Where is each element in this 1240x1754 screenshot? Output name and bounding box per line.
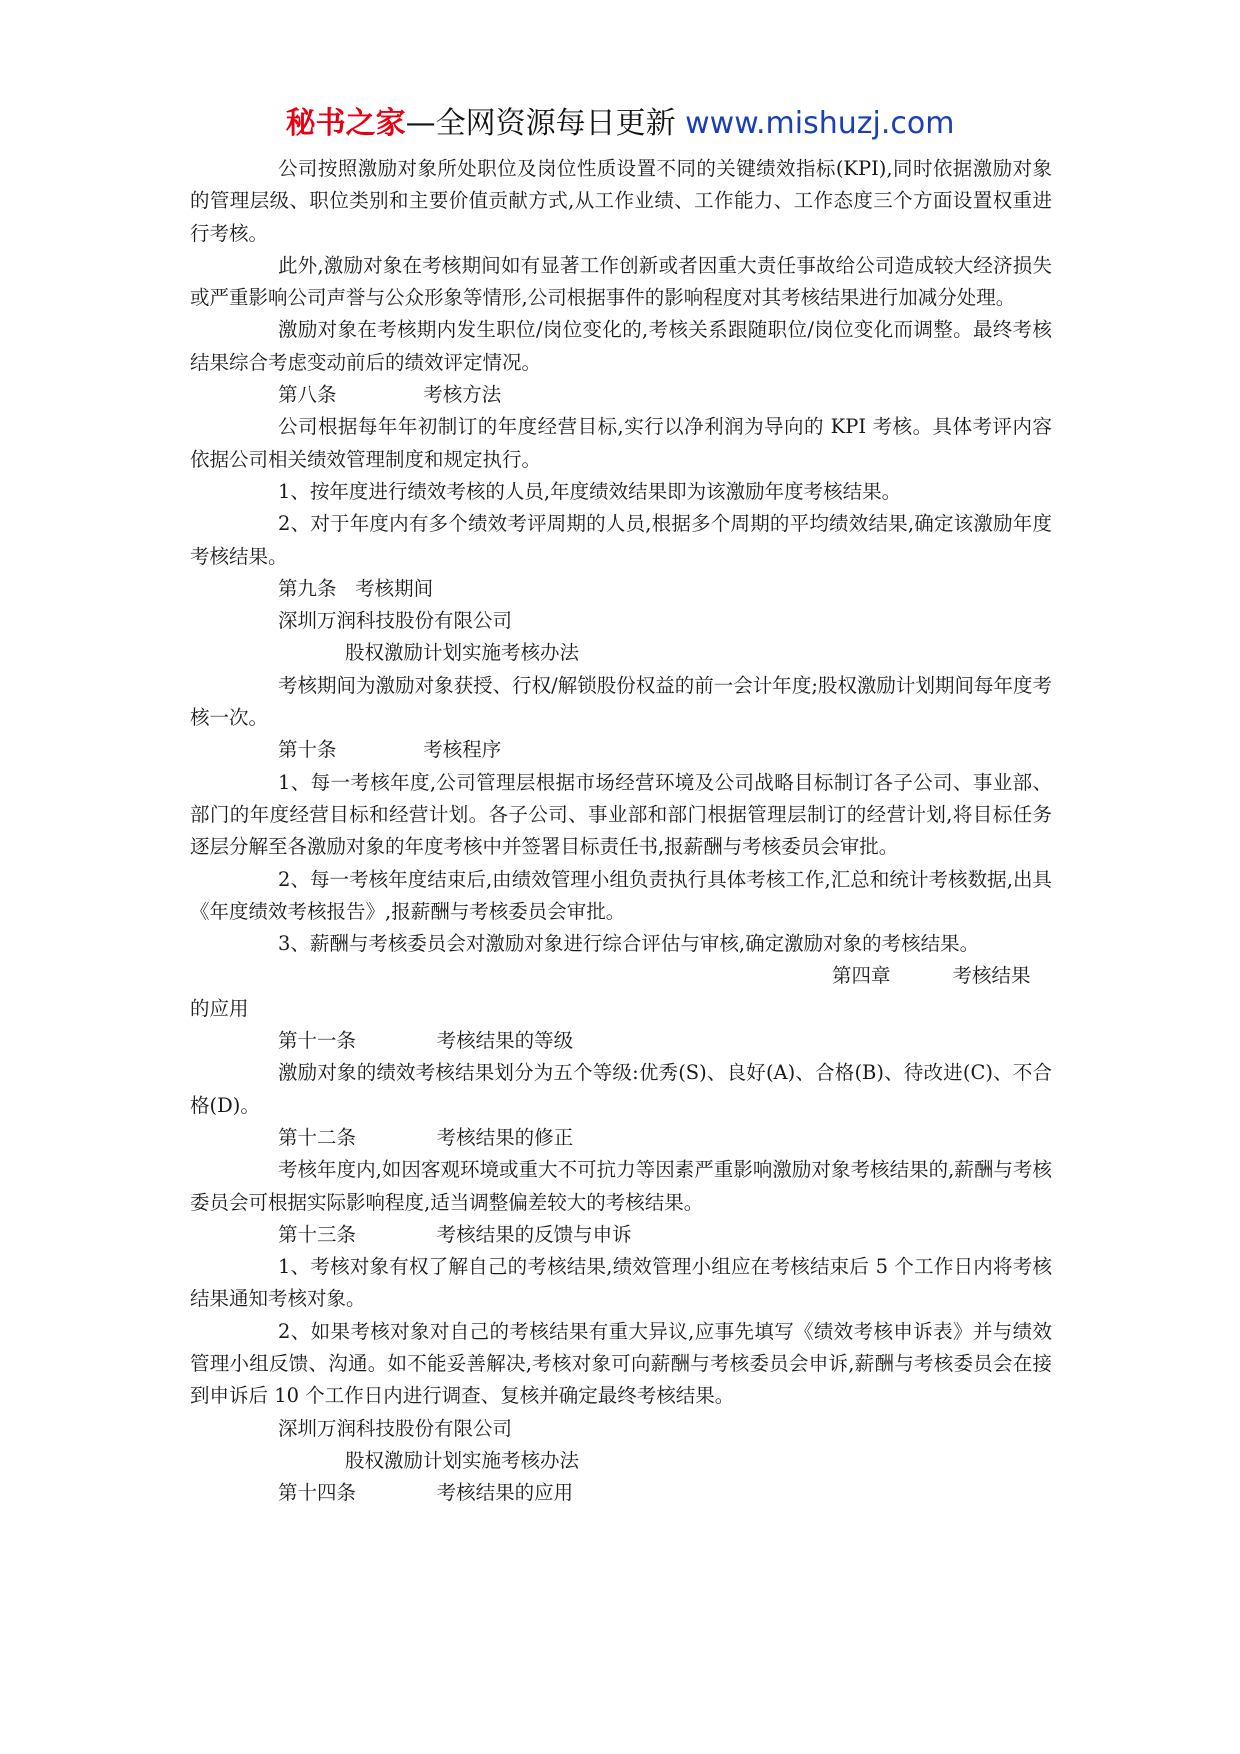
paragraph: 公司根据每年年初制订的年度经营目标,实行以净利润为导向的 KPI 考核。具体考评内容依据公司相关绩效管理制度和规定执行。: [190, 415, 1052, 471]
site-url-link[interactable]: www.mishuzj.com: [685, 106, 955, 141]
article-heading: 第十四条 考核结果的应用: [278, 1481, 574, 1505]
article-heading: 第十一条 考核结果的等级: [278, 1029, 574, 1053]
article-heading: 第九条 考核期间: [278, 576, 434, 600]
paragraph: 1、考核对象有权了解自己的考核结果,绩效管理小组应在考核结束后 5 个工作日内将考核结果通知考核对象。: [190, 1255, 1052, 1311]
site-slogan: —全网资源每日更新: [405, 106, 686, 141]
article-heading: 第十二条 考核结果的修正: [278, 1125, 574, 1149]
paragraph: 公司按照激励对象所处职位及岗位性质设置不同的关键绩效指标(KPI),同时依据激励对象的管理层级、职位类别和主要价值贡献方式,从工作业绩、工作能力、工作态度三个方面设置权重进行考核。: [190, 157, 1052, 245]
document-title: 股权激励计划实施考核办法: [345, 1448, 580, 1472]
paragraph: 考核期间为激励对象获授、行权/解锁股份权益的前一会计年度;股权激励计划期间每年度考核一次。: [190, 673, 1052, 730]
paragraph: 1、按年度进行绩效考核的人员,年度绩效结果即为该激励年度考核结果。: [278, 479, 902, 503]
paragraph: 1、每一考核年度,公司管理层根据市场经营环境及公司战略目标制订各子公司、事业部、部门的年度经营目标和经营计划。各子公司、事业部和部门根据管理层制订的经营计划,将目标任务逐层分解至各激励对象的年度考核中并签署目标责任书,报薪酬与考核委员会审批。: [190, 770, 1052, 859]
site-header-banner: [0, 104, 1240, 144]
document-body: [190, 153, 1052, 1509]
company-name: 深圳万润科技股份有限公司: [278, 609, 513, 633]
article-heading: 第八条 考核方法: [278, 383, 502, 407]
paragraph: 3、薪酬与考核委员会对激励对象进行综合评估与审核,确定激励对象的考核结果。: [278, 932, 980, 956]
paragraph: 2、对于年度内有多个绩效考评周期的人员,根据多个周期的平均绩效结果,确定该激励年度考核结果。: [190, 512, 1052, 568]
document-title: 股权激励计划实施考核办法: [345, 641, 580, 665]
site-brand: 秘书之家: [285, 106, 406, 141]
chapter-heading: 第四章 考核结果: [832, 964, 1031, 988]
paragraph: 2、如果考核对象对自己的考核结果有重大异议,应事先填写《绩效考核申诉表》并与绩效管理小组反馈、沟通。如不能妥善解决,考核对象可向薪酬与考核委员会申诉,薪酬与考核委员会在接到申诉后 10 个工作日内进行调查、复核并确定最终考核结果。: [190, 1319, 1052, 1408]
chapter-heading-continuation: 的应用: [190, 996, 249, 1020]
paragraph: 2、每一考核年度结束后,由绩效管理小组负责执行具体考核工作,汇总和统计考核数据,出具《年度绩效考核报告》,报薪酬与考核委员会审批。: [190, 867, 1052, 923]
article-heading: 第十三条 考核结果的反馈与申诉: [278, 1222, 632, 1246]
paragraph: 此外,激励对象在考核期间如有显著工作创新或者因重大责任事故给公司造成较大经济损失或严重影响公司声誉与公众形象等情形,公司根据事件的影响程度对其考核结果进行加减分处理。: [190, 253, 1052, 310]
paragraph: 激励对象在考核期内发生职位/岗位变化的,考核关系跟随职位/岗位变化而调整。最终考核结果综合考虑变动前后的绩效评定情况。: [190, 318, 1052, 374]
article-heading: 第十条 考核程序: [278, 738, 502, 762]
paragraph: 考核年度内,如因客观环境或重大不可抗力等因素严重影响激励对象考核结果的,薪酬与考核委员会可根据实际影响程度,适当调整偏差较大的考核结果。: [190, 1158, 1052, 1214]
company-name: 深圳万润科技股份有限公司: [278, 1416, 513, 1440]
paragraph: 激励对象的绩效考核结果划分为五个等级:优秀(S)、良好(A)、合格(B)、待改进(C)、不合格(D)。: [190, 1061, 1052, 1117]
